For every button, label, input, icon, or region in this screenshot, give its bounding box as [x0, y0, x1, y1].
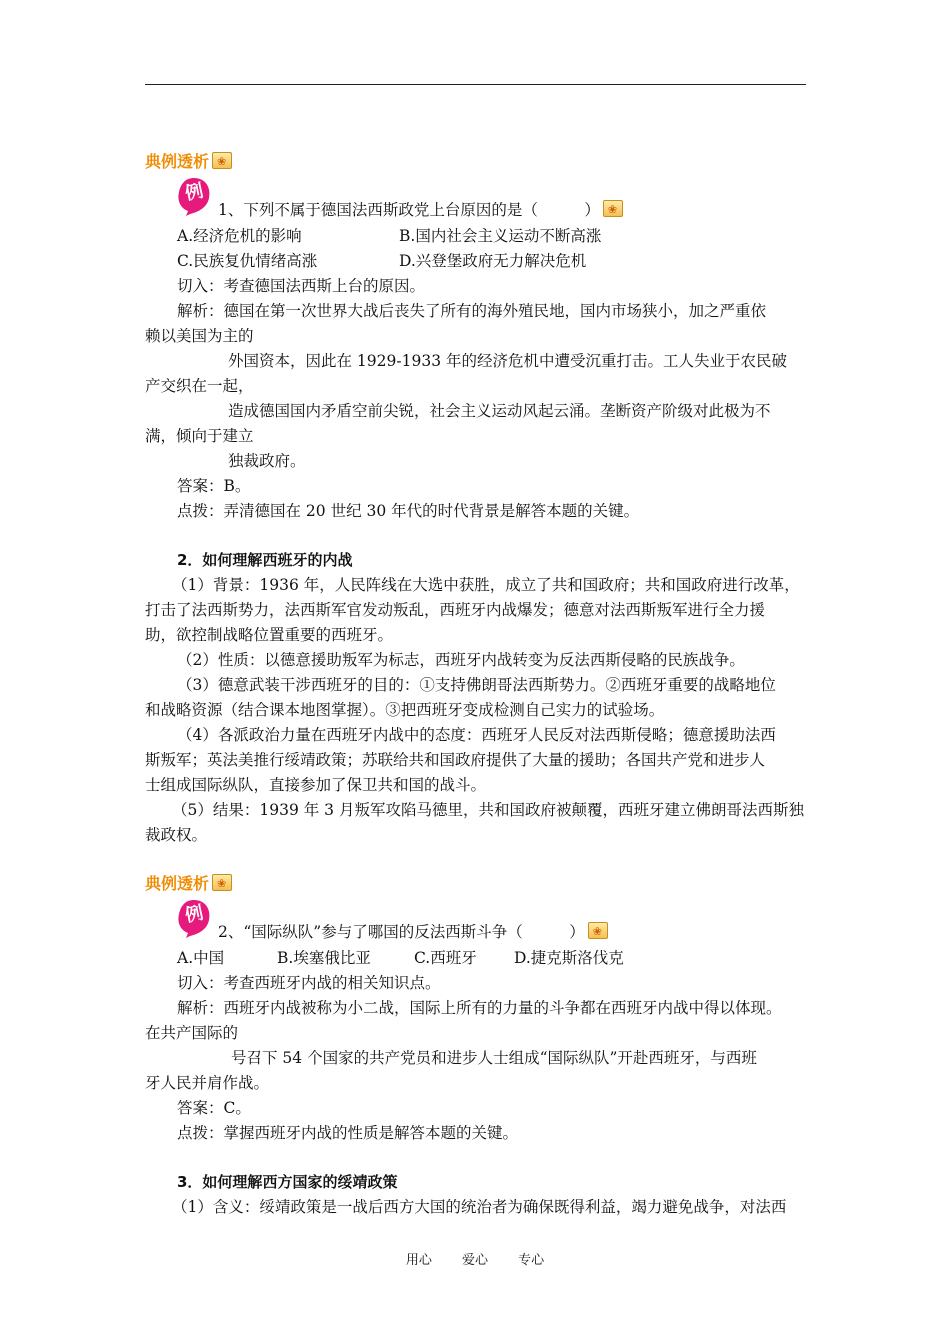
- section-title-2: [145, 874, 232, 894]
- q2-stem: [218, 922, 608, 942]
- q1-option-d: D.兴登堡政府无力解决危机: [399, 252, 587, 270]
- q1-answer: 答案：B。: [177, 477, 251, 495]
- q1-jiexi-line: 产交织在一起，: [145, 377, 254, 395]
- page-footer: [0, 1249, 950, 1268]
- sec2-paragraph-line: 士组成国际纵队，直接参加了保卫共和国的战斗。: [145, 776, 487, 794]
- section-title-text: 典例透析: [145, 152, 210, 171]
- q2-option-a: A.中国: [177, 949, 225, 967]
- q2-jiexi-line: 号召下 54 个国家的共产党员和进步人士组成“国际纵队”开赴西班牙，与西班: [231, 1049, 757, 1067]
- folder-star-icon: [588, 922, 608, 939]
- header-rule: [145, 84, 806, 85]
- q2-option-d: D.捷克斯洛伐克: [514, 949, 624, 967]
- q1-jiexi-line: 外国资本，因此在 1929-1933 年的经济危机中遭受沉重打击。工人失业于农民破: [228, 352, 787, 370]
- sec2-paragraph-line: （5）结果：1939 年 3 月叛军攻陷马德里，共和国政府被颠覆，西班牙建立佛朗哥法西斯独: [172, 801, 804, 819]
- q1-stem-text: 1、下列不属于德国法西斯政党上台原因的是（ ）: [218, 201, 600, 219]
- sec2-paragraph-line: （3）德意武装干涉西班牙的目的：①支持佛朗哥法西斯势力。②西班牙重要的战略地位: [177, 676, 776, 694]
- sec2-paragraph-line: （4）各派政治力量在西班牙内战中的态度：西班牙人民反对法西斯侵略；德意援助法西: [177, 726, 776, 744]
- q1-qieru: 切入：考查德国法西斯上台的原因。: [177, 277, 426, 295]
- q2-stem-text: 2、“国际纵队”参与了哪国的反法西斯斗争（ ）: [218, 923, 585, 941]
- q1-jiexi-line: 造成德国国内矛盾空前尖锐，社会主义运动风起云涌。垄断资产阶级对此极为不: [228, 402, 771, 420]
- sec3-paragraph-line: （1）含义：绥靖政策是一战后西方大国的统治者为确保既得利益，竭力避免战争，对法西: [172, 1198, 787, 1216]
- q2-option-c: C.西班牙: [414, 949, 477, 967]
- example-badge-text: 例: [183, 902, 206, 927]
- q2-jiexi-line: 解析：西班牙内战被称为小二战，国际上所有的力量的斗争都在西班牙内战中得以体现。: [177, 999, 782, 1017]
- folder-star-icon: [212, 152, 232, 169]
- sec2-paragraph-line: 斯叛军；英法美推行绥靖政策；苏联给共和国政府提供了大量的援助；各国共产党和进步人: [145, 751, 766, 769]
- q1-stem: [218, 200, 623, 220]
- q1-jiexi-line: 独裁政府。: [228, 452, 306, 470]
- footer-text: 爱心: [461, 1253, 488, 1268]
- q1-option-b: B.国内社会主义运动不断高涨: [399, 227, 602, 245]
- example-badge: [176, 898, 212, 938]
- q2-qieru: 切入：考查西班牙内战的相关知识点。: [177, 974, 441, 992]
- example-badge-text: 例: [183, 180, 206, 205]
- q1-option-a: A.经济危机的影响: [177, 227, 302, 245]
- q2-option-b: B.埃塞俄比亚: [277, 949, 371, 967]
- q1-jiexi-line: 赖以美国为主的: [145, 327, 254, 345]
- example-badge: [176, 176, 212, 216]
- sec2-paragraph-line: 助，欲控制战略位置重要的西班牙。: [145, 626, 394, 644]
- sec2-paragraph-line: （2）性质：以德意援助叛军为标志，西班牙内战转变为反法西斯侵略的民族战争。: [177, 651, 745, 669]
- q2-dianbo: 点拨：掌握西班牙内战的性质是解答本题的关键。: [177, 1124, 519, 1142]
- sec2-paragraph-line: 裁政权。: [145, 826, 208, 844]
- section-heading-2: 2．如何理解西班牙的内战: [177, 551, 353, 569]
- section-title-1: [145, 152, 232, 172]
- q2-jiexi-line: 在共产国际的: [145, 1024, 239, 1042]
- section-heading-3: 3．如何理解西方国家的绥靖政策: [177, 1173, 398, 1191]
- section-title-text: 典例透析: [145, 874, 210, 893]
- folder-star-icon: [212, 874, 232, 891]
- q2-answer: 答案：C。: [177, 1099, 251, 1117]
- q1-dianbo: 点拨：弄清德国在 20 世纪 30 年代的时代背景是解答本题的关键。: [177, 502, 640, 520]
- folder-star-icon: [603, 200, 623, 217]
- footer-text: 专心: [518, 1253, 545, 1268]
- sec2-paragraph-line: 和战略资源（结合课本地图掌握）。③把西班牙变成检测自己实力的试验场。: [145, 701, 665, 719]
- sec2-paragraph-line: 打击了法西斯势力，法西斯军官发动叛乱，西班牙内战爆发；德意对法西斯叛军进行全力援: [145, 601, 766, 619]
- q1-option-c: C.民族复仇情绪高涨: [177, 252, 318, 270]
- q2-jiexi-line: 牙人民并肩作战。: [145, 1074, 270, 1092]
- sec2-paragraph-line: （1）背景：1936 年，人民阵线在大选中获胜，成立了共和国政府；共和国政府进行改革，: [172, 576, 800, 594]
- footer-text: 用心: [405, 1253, 432, 1268]
- q1-jiexi-line: 解析：德国在第一次世界大战后丧失了所有的海外殖民地，国内市场狭小，加之严重依: [177, 302, 767, 320]
- q1-jiexi-line: 满，倾向于建立: [145, 427, 254, 445]
